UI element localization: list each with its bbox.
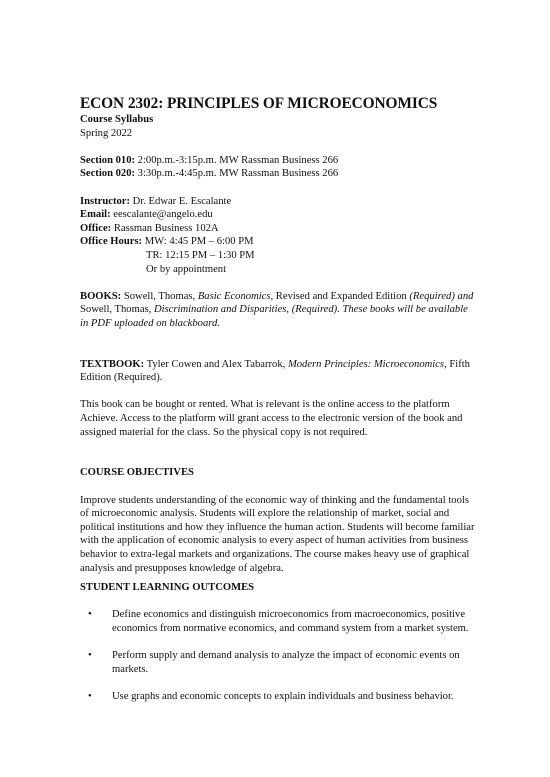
instructor-label: Instructor: xyxy=(80,195,131,207)
books-sep: , xyxy=(286,304,292,316)
textbook-edition: , Fifth Edition (Required). xyxy=(80,358,470,384)
list-item xyxy=(80,608,475,635)
outcome-text: Define economics and distinguish microeconomics from macroeconomics, positive economics from normative economics, and command system from a market system. xyxy=(112,609,469,634)
office-hours-tr-line xyxy=(80,249,475,263)
office-hours-appointment: Or by appointment xyxy=(146,263,227,275)
syllabus-page xyxy=(80,95,475,717)
textbook-title: Modern Principles: Microeconomics xyxy=(287,358,445,370)
books-author-1: Sowell, Thomas, xyxy=(121,290,198,302)
bullet-icon: • xyxy=(88,690,92,702)
outcome-text: Use graphs and economic concepts to explain individuals and business behavior. xyxy=(112,690,454,702)
section-label: Section 010: xyxy=(80,154,136,166)
list-item xyxy=(80,649,475,676)
course-subtitle: Course Syllabus xyxy=(80,114,154,125)
email-address: eescalante@angelo.edu xyxy=(110,209,213,221)
office-hours-label: Office Hours: xyxy=(80,236,143,248)
office-hours-line xyxy=(80,235,475,249)
course-term: Spring 2022 xyxy=(80,127,133,139)
email-line xyxy=(80,208,475,222)
textbook-label: TEXTBOOK: xyxy=(80,358,145,370)
bullet-icon: • xyxy=(88,609,92,621)
books-label: BOOKS: xyxy=(80,290,122,302)
office-line xyxy=(80,222,475,236)
list-item xyxy=(80,690,475,704)
objectives-heading: COURSE OBJECTIVES xyxy=(80,467,194,479)
outcomes-heading: STUDENT LEARNING OUTCOMES xyxy=(80,582,255,594)
outcome-text: Perform supply and demand analysis to analyze the impact of economic events on markets. xyxy=(112,650,460,675)
books-paragraph xyxy=(80,290,475,331)
book-title-basic-economics: Basic Economics xyxy=(197,290,271,302)
office-hours-mw: MW: 4:45 PM – 6:00 PM xyxy=(142,236,254,248)
section-020 xyxy=(80,167,475,181)
course-title: ECON 2302: PRINCIPLES OF MICROECONOMICS xyxy=(80,95,438,112)
books-note: (Required). These books will be available in PDF uploaded on blackboard. xyxy=(80,304,468,329)
bullet-icon: • xyxy=(88,650,92,662)
books-author-2: Sowell, Thomas, xyxy=(80,304,154,316)
outcomes-list xyxy=(80,608,475,703)
books-required-1: (Required) xyxy=(409,290,455,302)
instructor-name: Dr. Edwar E. Escalante xyxy=(130,195,232,207)
section-schedule: 2:00p.m.-3:15p.m. MW Rassman Business 266 xyxy=(135,154,339,166)
section-010 xyxy=(80,154,475,168)
books-and: and xyxy=(457,290,474,302)
book-title-discrimination: Discrimination and Disparities xyxy=(153,304,287,316)
office-hours-tr: TR: 12:15 PM – 1:30 PM xyxy=(146,249,255,261)
office-hours-appt-line xyxy=(80,263,475,277)
section-label: Section 020: xyxy=(80,168,136,180)
office-label: Office: xyxy=(80,222,112,234)
textbook-authors: Tyler Cowen and Alex Tabarrok, xyxy=(144,358,288,370)
email-label: Email: xyxy=(80,209,111,221)
books-edition: , Revised and Expanded Edition xyxy=(270,290,410,302)
office-location: Rassman Business 102A xyxy=(111,222,219,234)
textbook-note: This book can be bought or rented. What is relevant is the online access to the platform Achieve. Access to the platform will grant access to the electronic version of the book and assigned material for the class. So the physical copy is not required. xyxy=(80,399,463,438)
objectives-body: Improve students understanding of the economic way of thinking and the fundamental tools of microeconomic analysis. Students will explore the relationship of market, social and political institutions and how they influence the human action. Students will become familiar with the application of economic analysis to every aspect of human activities from business behavior to extra-legal markets and organizations. The course makes heavy use of graphical analysis and presupposes knowledge of algebra. xyxy=(80,494,475,574)
textbook-paragraph xyxy=(80,358,475,385)
section-schedule: 3:30p.m.-4:45p.m. MW Rassman Business 266 xyxy=(135,168,339,180)
instructor-line xyxy=(80,195,475,209)
